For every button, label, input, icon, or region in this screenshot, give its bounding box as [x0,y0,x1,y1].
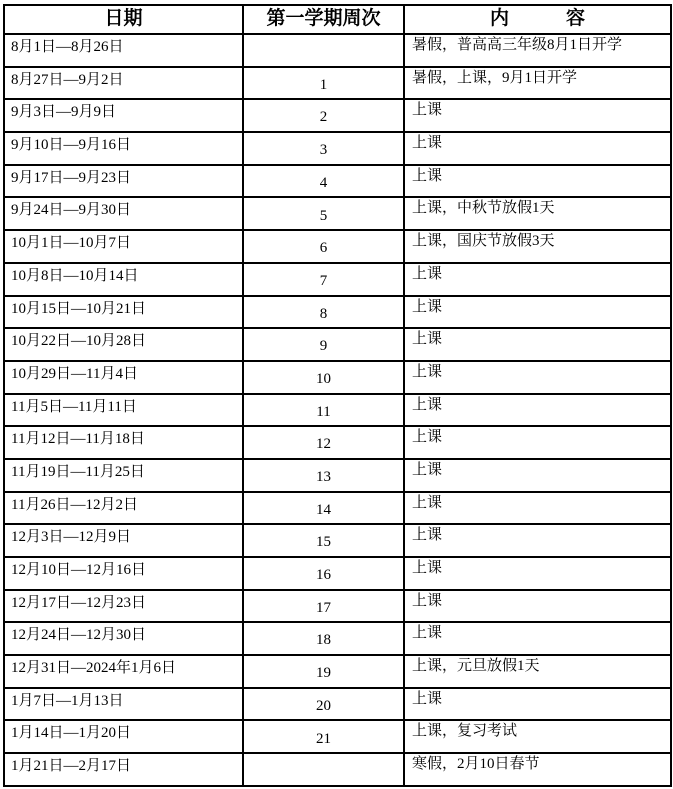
week-cell: 16 [243,557,404,590]
week-cell: 17 [243,590,404,623]
content-cell: 上课，国庆节放假3天 [404,230,671,263]
table-row [4,361,671,394]
content-cell: 暑假，上课，9月1日开学 [404,67,671,100]
week-cell [243,753,404,786]
week-cell: 1 [243,67,404,100]
header-date: 日期 [4,5,243,34]
table-row [4,197,671,230]
content-cell: 上课 [404,296,671,329]
content-cell: 上课 [404,524,671,557]
table-row [4,688,671,721]
date-cell: 10月29日—11月4日 [4,361,243,394]
week-cell: 14 [243,492,404,525]
table-row [4,165,671,198]
week-cell: 2 [243,99,404,132]
table-row [4,622,671,655]
table-row [4,655,671,688]
table-row [4,720,671,753]
date-cell: 11月12日—11月18日 [4,426,243,459]
table-row [4,753,671,786]
week-cell: 3 [243,132,404,165]
content-cell: 上课 [404,361,671,394]
content-cell: 暑假，普高高三年级8月1日开学 [404,34,671,67]
date-cell: 10月15日—10月21日 [4,296,243,329]
content-cell: 上课 [404,394,671,427]
content-cell: 上课 [404,557,671,590]
content-cell: 上课 [404,590,671,623]
content-cell: 上课 [404,622,671,655]
table-row [4,132,671,165]
date-cell: 9月24日—9月30日 [4,197,243,230]
table-row [4,263,671,296]
table-row [4,557,671,590]
content-cell: 上课 [404,132,671,165]
content-cell: 上课，中秋节放假1天 [404,197,671,230]
table-header-row [4,5,671,34]
date-cell: 11月5日—11月11日 [4,394,243,427]
header-week: 第一学期周次 [243,5,404,34]
week-cell: 18 [243,622,404,655]
date-cell: 10月1日—10月7日 [4,230,243,263]
table-row [4,492,671,525]
week-cell: 6 [243,230,404,263]
date-cell: 9月3日—9月9日 [4,99,243,132]
table-row [4,67,671,100]
date-cell: 12月17日—12月23日 [4,590,243,623]
week-cell: 7 [243,263,404,296]
date-cell: 9月10日—9月16日 [4,132,243,165]
date-cell: 12月24日—12月30日 [4,622,243,655]
date-cell: 11月19日—11月25日 [4,459,243,492]
content-cell: 上课，复习考试 [404,720,671,753]
week-cell: 19 [243,655,404,688]
date-cell: 12月3日—12月9日 [4,524,243,557]
content-cell: 上课 [404,492,671,525]
content-cell: 上课 [404,688,671,721]
content-cell: 上课 [404,263,671,296]
week-cell: 11 [243,394,404,427]
week-cell [243,34,404,67]
week-cell: 21 [243,720,404,753]
date-cell: 8月1日—8月26日 [4,34,243,67]
date-cell: 8月27日—9月2日 [4,67,243,100]
week-cell: 5 [243,197,404,230]
week-cell: 13 [243,459,404,492]
week-cell: 10 [243,361,404,394]
date-cell: 1月7日—1月13日 [4,688,243,721]
content-cell: 上课 [404,165,671,198]
week-cell: 12 [243,426,404,459]
week-cell: 8 [243,296,404,329]
table-row [4,328,671,361]
date-cell: 11月26日—12月2日 [4,492,243,525]
content-cell: 上课 [404,99,671,132]
date-cell: 10月22日—10月28日 [4,328,243,361]
table-row [4,459,671,492]
content-cell: 上课，元旦放假1天 [404,655,671,688]
table-row [4,590,671,623]
table-row [4,34,671,67]
week-cell: 15 [243,524,404,557]
week-cell: 4 [243,165,404,198]
semester-schedule-table [3,4,672,787]
date-cell: 9月17日—9月23日 [4,165,243,198]
table-row [4,230,671,263]
header-content: 内 容 [404,5,671,34]
content-cell: 上课 [404,426,671,459]
date-cell: 10月8日—10月14日 [4,263,243,296]
week-cell: 20 [243,688,404,721]
content-cell: 上课 [404,459,671,492]
date-cell: 1月14日—1月20日 [4,720,243,753]
content-cell: 上课 [404,328,671,361]
date-cell: 1月21日—2月17日 [4,753,243,786]
table-row [4,426,671,459]
date-cell: 12月10日—12月16日 [4,557,243,590]
date-cell: 12月31日—2024年1月6日 [4,655,243,688]
table-row [4,99,671,132]
table-row [4,296,671,329]
week-cell: 9 [243,328,404,361]
table-row [4,394,671,427]
content-cell: 寒假，2月10日春节 [404,753,671,786]
table-row [4,524,671,557]
table-body [4,34,671,786]
